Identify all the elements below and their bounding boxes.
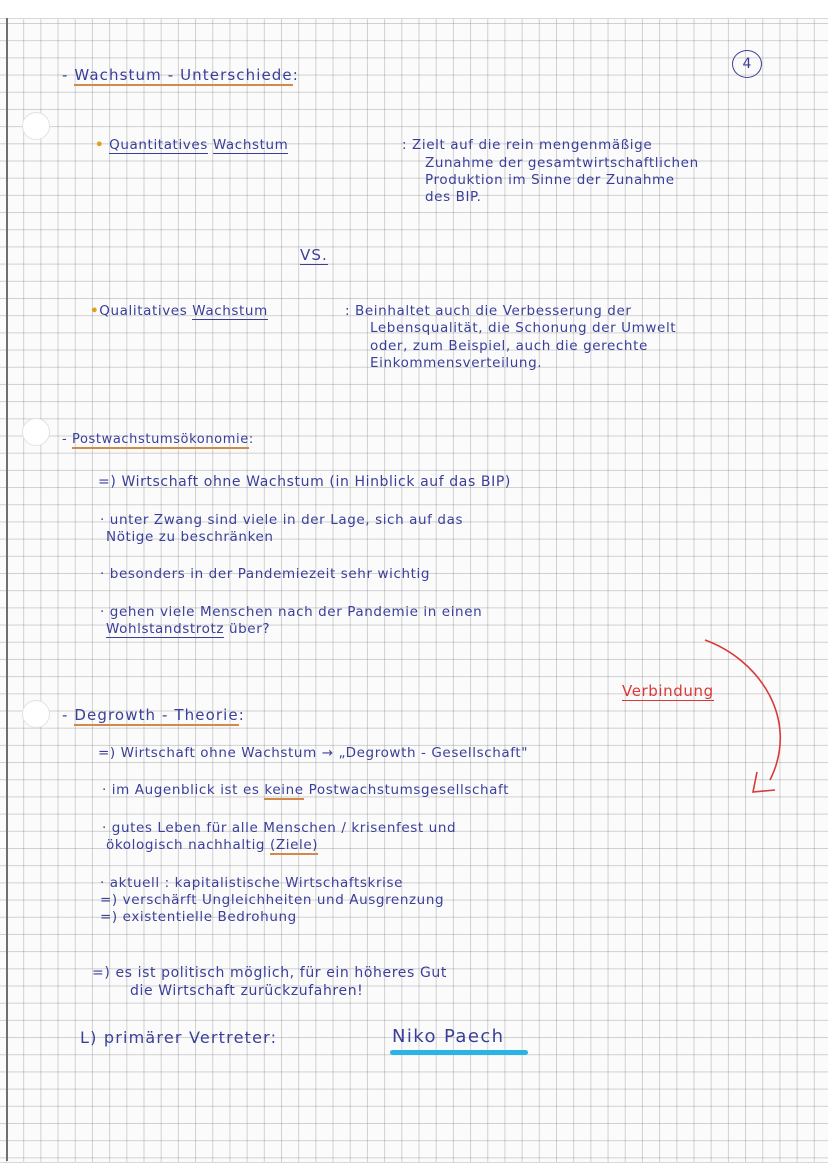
wohlstandstrotz-term: Wohlstandstrotz xyxy=(106,621,225,637)
section2-line-2: · unter Zwang sind viele in der Lage, sich auf das xyxy=(100,512,464,528)
section2-line-3: Nötige zu beschränken xyxy=(106,529,274,545)
verbindung-annotation: Verbindung xyxy=(622,682,714,700)
section3-line-10: L) primärer Vertreter: xyxy=(80,1028,278,1047)
section3-line-1: =) Wirtschaft ohne Wachstum → „Degrowth - Gesellschaft" xyxy=(98,745,529,761)
quant-line-4: des BIP. xyxy=(425,189,482,205)
qual-term: Qualitatives xyxy=(99,303,188,319)
quant-term: Quantitatives xyxy=(109,137,208,153)
quant-line-3: Produktion im Sinne der Zunahme xyxy=(425,172,675,188)
section3-line-6: =) verschärft Ungleichheiten und Ausgrenzung xyxy=(100,892,445,908)
page-number: 4 xyxy=(742,56,752,72)
qual-line-2: Lebensqualität, die Schonung der Umwelt xyxy=(370,320,677,336)
section3-line-2: · im Augenblick ist es keine Postwachstumsgesellschaft xyxy=(102,782,510,798)
qual-term2: Wachstum xyxy=(192,303,268,319)
quant-line-1: : Zielt auf die rein mengenmäßige xyxy=(402,137,653,153)
section3-line-4: ökologisch nachhaltig (Ziele) xyxy=(106,837,319,853)
section3-line-8: =) es ist politisch möglich, für ein höheres Gut xyxy=(92,965,447,981)
qual-term-row: •Qualitatives Wachstum xyxy=(90,303,268,319)
section3-line-5: · aktuell : kapitalistische Wirtschaftskrise xyxy=(100,875,404,891)
quant-term2: Wachstum xyxy=(212,137,289,153)
ziele-term: (Ziele) xyxy=(270,837,319,853)
section3-line-9: die Wirtschaft zurückzufahren! xyxy=(130,983,364,999)
vs-label: VS. xyxy=(300,246,328,264)
keine-term: keine xyxy=(264,782,304,798)
section2-line-6: Wohlstandstrotz über? xyxy=(106,621,271,637)
section2-line-1: =) Wirtschaft ohne Wachstum (in Hinblick auf das BIP) xyxy=(98,474,511,490)
section1-title: - Wachstum - Unterschiede: xyxy=(62,66,299,84)
section2-line-4: · besonders in der Pandemiezeit sehr wichtig xyxy=(100,566,431,582)
quant-line-2: Zunahme der gesamtwirtschaftlichen xyxy=(425,155,699,171)
quant-term-row: • Quantitatives Wachstum xyxy=(95,137,289,153)
author-highlight xyxy=(390,1050,528,1055)
section3-title: - Degrowth - Theorie: xyxy=(62,706,245,724)
section3-line-3: · gutes Leben für alle Menschen / krisenfest und xyxy=(102,820,457,836)
section2-line-5: · gehen viele Menschen nach der Pandemie in einen xyxy=(100,604,483,620)
qual-line-1: : Beinhaltet auch die Verbesserung der xyxy=(345,303,632,319)
author-name: Niko Paech xyxy=(392,1026,505,1047)
section2-title: - Postwachstumsökonomie: xyxy=(62,432,254,447)
qual-line-4: Einkommensverteilung. xyxy=(370,355,543,371)
qual-line-3: oder, zum Beispiel, auch die gerechte xyxy=(370,338,648,354)
section3-line-7: =) existentielle Bedrohung xyxy=(100,909,297,925)
